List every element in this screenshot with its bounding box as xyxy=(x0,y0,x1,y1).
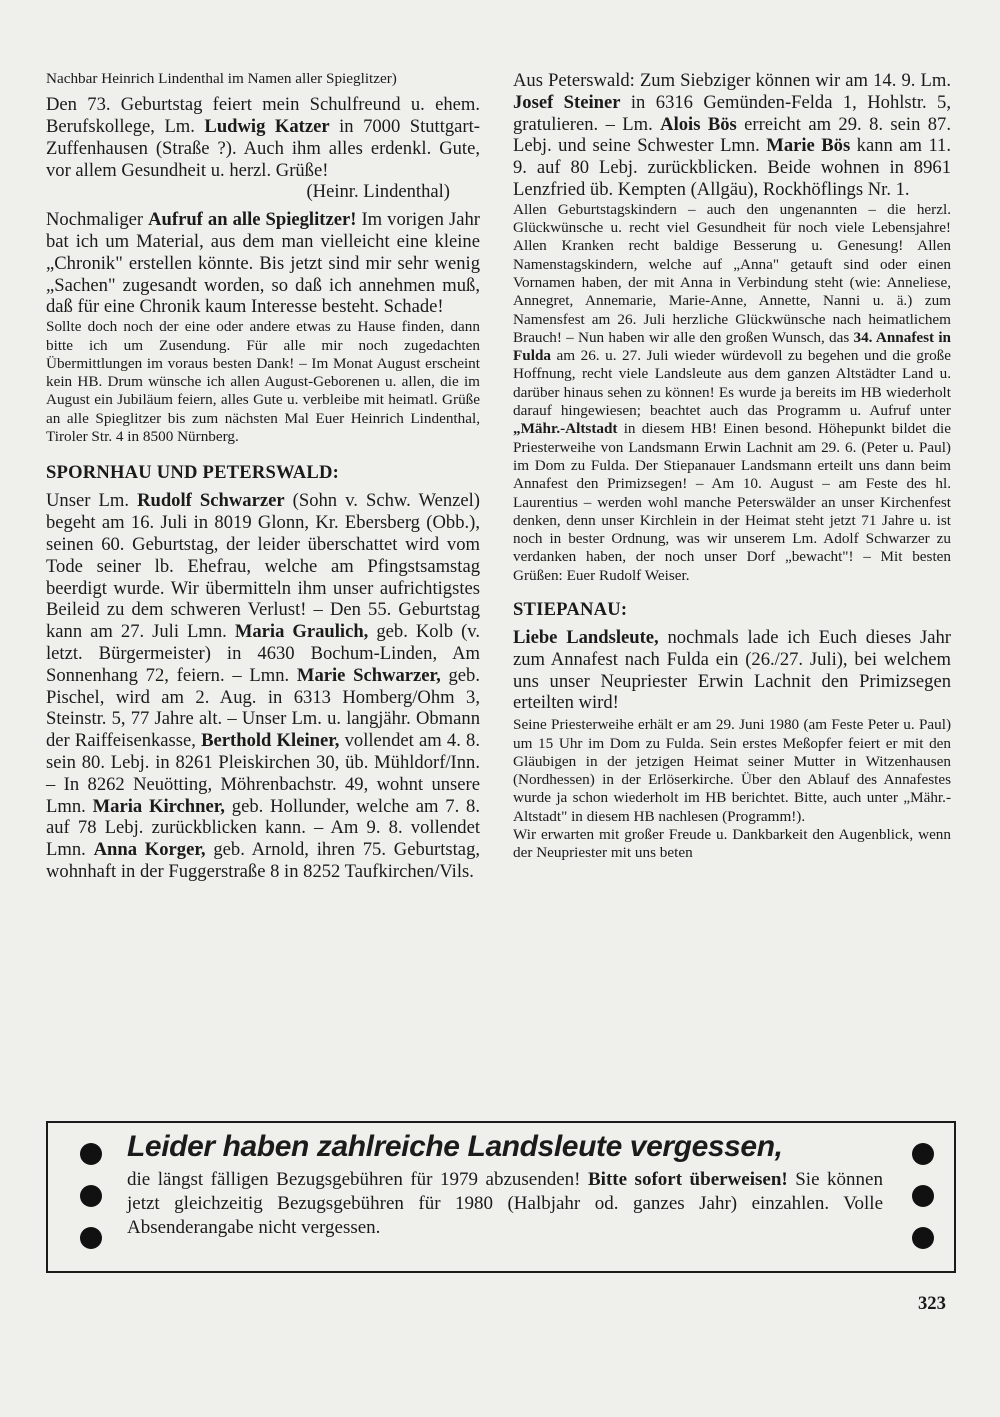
intro-tail-text: Nachbar Heinrich Lindenthal im Namen aller Spieglitzer) xyxy=(46,70,397,87)
page-number: 323 xyxy=(918,1293,946,1314)
spornhau-text: Unser Lm. xyxy=(46,490,138,512)
katzer-text-2: in 7000 Stuttgart-Zuffenhausen (Straße ?). Auch ihm alles erdenkl. Gute, vor allem Gesundheit u. herzl. Grüße! xyxy=(46,116,480,181)
spornhau-name: Rudolf Schwarzer xyxy=(137,490,285,512)
spornhau-name: Maria Kirchner, xyxy=(92,795,225,817)
appeal-paragraph xyxy=(46,209,480,318)
katzer-birthday-paragraph xyxy=(46,94,480,181)
appeal-bold: Aufruf an alle Spieglitzer! xyxy=(148,209,357,231)
notice-title: Leider haben zahlreiche Landsleute vergessen, xyxy=(127,1130,783,1163)
peterswald-name: Alois Bös xyxy=(660,113,737,135)
peterswald-name: Josef Steiner xyxy=(513,91,621,113)
spornhau-text: geb. Pischel, wird am 2. Aug. in 6313 Homberg/Ohm 3, Steinstr. 5, 77 Jahre alt. – Unser Lm. u. langjähr. Obmann der Raiffeisenkasse, xyxy=(46,664,480,752)
appeal-text-2: Im vorigen Jahr bat ich um Material, aus dem man vielleicht eine kleine „Chronik" erstellen könnte. Bis jetzt sind mir sehr wenig „Sachen" zugesandt worden, so daß ich annehmen muß, daß für eine Chronik kaum Interesse besteht. Schade! xyxy=(46,209,480,318)
notice-bold: Bitte sofort überweisen! xyxy=(588,1169,788,1190)
heading-spornhau: SPORNHAU UND PETERSWALD: xyxy=(46,462,340,484)
spornhau-text: geb. Kolb (v. letzt. Bürgermeister) in 4630 Bochum-Linden, Am Sonnenhang 72, feiern. – Lmn. xyxy=(46,621,481,686)
bullet-dot-icon xyxy=(80,1185,102,1207)
spornhau-name: Anna Korger, xyxy=(93,839,206,861)
spornhau-text: vollendet am 4. 8. sein 80. Lebj. in 8261 Pleiskirchen 30, üb. Mühldorf/Inn. – In 8262 Neuötting, Möhrenbachstr. 49, wohnt unsere Lmn. xyxy=(46,730,480,817)
appeal-small-paragraph: Sollte doch noch der eine oder andere etwas zu Hause finden, dann bitte ich um Zusendung. Für alle mir noch zugedachten Übermittlungen im voraus besten Dank! – Im Monat August erscheint kein HB. Drum wünsche ich allen August-Geborenen u. allen, die im August ein Jubiläum feiern, alles Gute u. verbleibe mit heimatl. Grüße an alle Spieglitzer bis zum nächsten Mal Euer Heinrich Lindenthal, Tiroler Str. 4 in 8500 Nürnberg. xyxy=(46,318,480,446)
wishes-bold: 34. Annafest in Fulda xyxy=(513,328,951,365)
spornhau-text: (Sohn v. Schw. Wenzel) begeht am 16. Juli in 8019 Glonn, Kr. Ebersberg (Obb.), seinen 60. Geburtstag, der leider überschattet wird vom Tode seiner lb. Ehefrau, welche am Pfingstsamstag beerdigt wurde. Wir übermitteln ihm unser aufrichtigstes Beileid zu dem schweren Verlust! – Den 55. Geburtstag kann am 27. Juli Lmn. xyxy=(46,490,481,643)
signature: (Heinr. Lindenthal) xyxy=(306,181,450,203)
bullet-dot-icon xyxy=(912,1185,934,1207)
appeal-text-1: Nochmaliger xyxy=(46,209,149,231)
stiepanau-paragraph xyxy=(513,627,951,714)
bullet-dot-icon xyxy=(80,1143,102,1165)
payment-reminder-box xyxy=(46,1121,956,1273)
peterswald-text: kann am 11. 9. auf 80 Lebj. zurückblicken. Beide wohnen in 8961 Lenzfried üb. Kempten (Allgäu), Rockhöflings Nr. 1. xyxy=(513,135,952,200)
notice-body xyxy=(127,1168,883,1240)
spornhau-paragraph xyxy=(46,490,480,882)
bullet-dot-icon xyxy=(912,1227,934,1249)
katzer-name: Ludwig Katzer xyxy=(204,116,330,138)
peterswald-name: Marie Bös xyxy=(766,135,851,157)
wishes-text: am 26. u. 27. Juli wieder würdevoll zu begehen und die große Hoffnung, recht viele Landsleute aus dem ganzen Altstädter Land u. darüber hinaus sehen zu können! Es wurde ja bereits im HB wiederholt darauf hingewiesen; beachtet auch das Programm u. Aufruf unter xyxy=(513,347,951,420)
peterswald-paragraph xyxy=(513,70,951,201)
spornhau-text: geb. Hollunder, welche am 7. 8. auf 78 Lebj. zurückblicken kann. – Am 9. 8. vollendet Lmn. xyxy=(46,795,480,861)
stiepanau-text: nochmals lade ich Euch dieses Jahr zum Annafest nach Fulda ein (26./27. Juli), bei welchem uns unser Neupriester Erwin Lachnit den Primizsegen erteilten wird! xyxy=(513,627,951,714)
katzer-text-1: Den 73. Geburtstag feiert mein Schulfreund u. ehem. Berufskollege, Lm. xyxy=(46,94,480,138)
spornhau-name: Maria Graulich, xyxy=(234,621,369,643)
peterswald-text: Aus Peterswald: Zum Siebziger können wir am 14. 9. Lm. xyxy=(513,70,951,91)
peterswald-text: erreicht am 29. 8. sein 87. Lebj. und seine Schwester Lmn. xyxy=(513,113,951,157)
heading-stiepanau: STIEPANAU: xyxy=(513,599,628,621)
bullet-dot-icon xyxy=(80,1227,102,1249)
wishes-paragraph xyxy=(513,201,951,585)
notice-text: Sie können jetzt gleichzeitig Bezugsgebühren für 1980 (Halbjahr od. ganzes Jahr) einzahlen. Volle Absenderangabe nicht vergessen. xyxy=(127,1169,883,1238)
stiepanau-small-paragraph-2: Wir erwarten mit großer Freude u. Dankbarkeit den Augenblick, wenn der Neupriester mit uns beten xyxy=(513,825,951,862)
wishes-text: in diesem HB! Einen besond. Höhepunkt bildet die Priesterweihe von Landsmann Erwin Lachnit am 29. 6. (Peter u. Paul) im Dom zu Fulda. Der Stiepanauer Landsmann erteilt uns dann beim Annafest den Primizsegen! – Am 10. August – am Feste des hl. Laurentius – werden wohl manche Peterswälder an unser Kirchenfest denken, denn unser Kirchlein in der Heimat steht jetzt 71 Jahre u. ist noch in bester Ordnung, was wir unserem Lm. Adolf Schwarzer zu verdanken haben, der noch unser Dorf „bewacht"! – Mit besten Grüßen: Euer Rudolf Weiser. xyxy=(513,420,951,584)
spornhau-name: Marie Schwarzer, xyxy=(296,664,441,686)
right-column xyxy=(513,70,951,863)
left-column xyxy=(46,70,480,883)
notice-text: die längst fälligen Bezugsgebühren für 1979 abzusenden! xyxy=(127,1169,588,1190)
spornhau-name: Berthold Kleiner, xyxy=(201,730,340,752)
spornhau-text: geb. Arnold, ihren 75. Geburtstag, wohnhaft in der Fuggerstraße 8 in 8252 Taufkirchen/Vils. xyxy=(46,839,481,882)
stiepanau-bold: Liebe Landsleute, xyxy=(513,627,659,649)
wishes-bold: „Mähr.-Altstadt xyxy=(513,420,618,438)
stiepanau-small-paragraph: Seine Priesterweihe erhält er am 29. Juni 1980 (am Feste Peter u. Paul) um 15 Uhr im Dom zu Fulda. Sein erstes Meßopfer feiert er mit den Gläubigen in der jetzigen Heimat seiner Mutter in Witzenhausen (Nordhessen) in der Erlöserkirche. Über den Ablauf des Annafestes wurde ja schon wiederholt im HB berichtet. Bitte, auch unter „Mähr.-Altstadt" in diesem HB nachlesen (Programm!). xyxy=(513,716,951,825)
wishes-text: Allen Geburtstagskindern – auch den ungenannten – die herzl. Glückwünsche u. recht viel Gesundheit für noch viele Lebensjahre! Allen Kranken recht baldige Besserung u. Genesung! Allen Namenstagskindern, welche auf „Anna" getauft sind oder einen Vornamen haben, der mit Anna in Verbindung steht (wie: Anneliese, Annegret, Annemarie, Marie-Anne, Annette, Nanni u. ä.) zum Namensfest am 26. Juli herzliche Glückwünsche nach heimatlichem Brauch! – Nun haben wir alle den großen Wunsch, das xyxy=(513,200,951,346)
peterswald-text: in 6316 Gemünden-Felda 1, Hohlstr. 5, gratulieren. – Lm. xyxy=(513,91,951,135)
